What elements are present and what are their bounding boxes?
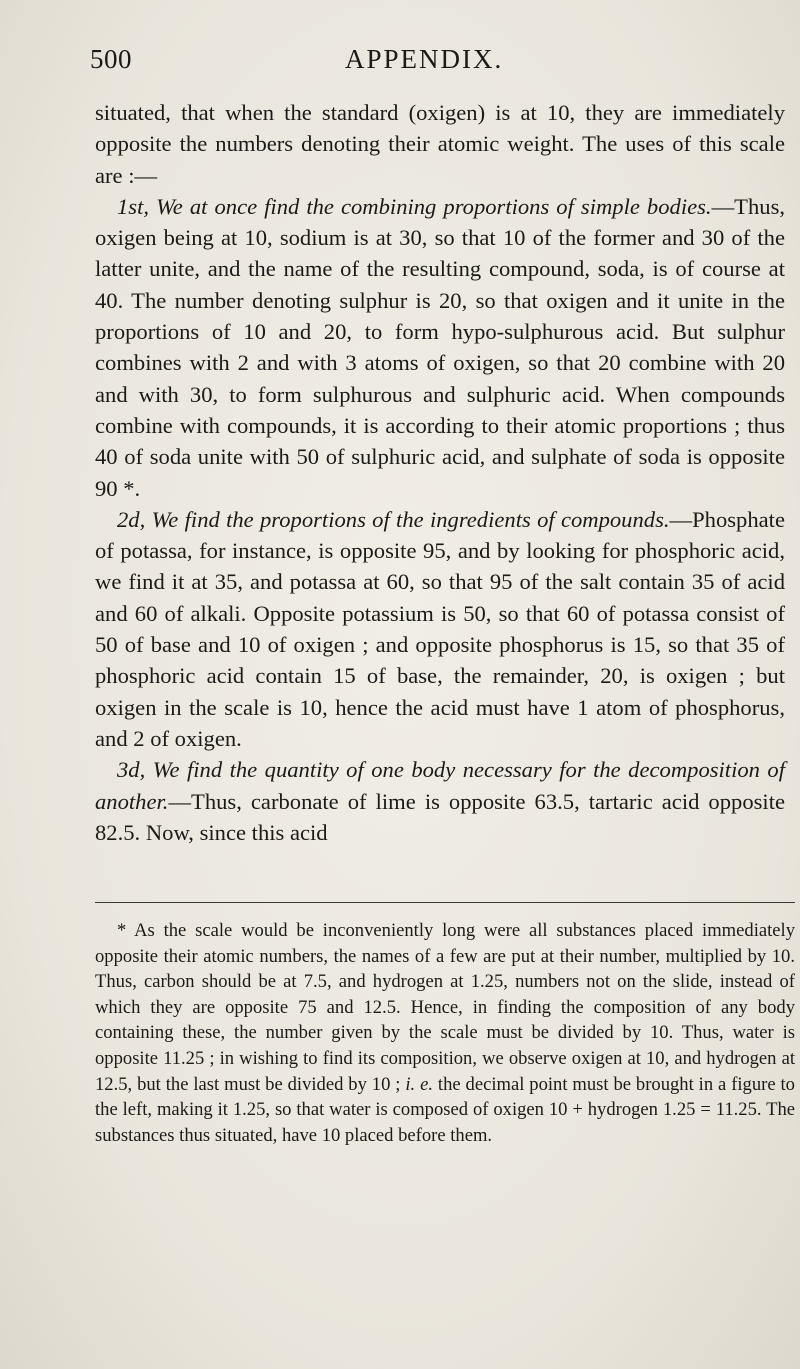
second-use-label: 2d,	[117, 506, 146, 532]
footnote-divider	[95, 902, 795, 903]
footnote-ie: i. e.	[405, 1073, 433, 1095]
paragraph-third-use	[95, 754, 785, 848]
second-use-text: —Phosphate of potassa, for instance, is opposite 95, and by looking for phosphoric acid, we find it at 35, and potassa at 60, so that 95 of the salt contain 35 of acid and 60 of alkali. Opposite potassium is 50, so that 60 of potassa consist of 50 of base and 10 of oxigen ; and opposite phosphorus is 15, so that 35 of phosphoric acid contain 15 of base, the remainder, 20, is oxigen ; but oxigen in the scale is 10, hence the acid must have 1 atom of phosphorus, and 2 of oxigen.	[95, 506, 785, 751]
footnote-text-cont: the decimal point must be brought in a figure to the left, making it 1.25, so that water is composed of oxigen 10 + hydrogen 1.25 = 11.25. The substances thus situated, have 10 placed before them.	[95, 1073, 795, 1146]
first-use-text: —Thus, oxigen being at 10, sodium is at 30, so that 10 of the former and 30 of the latter unite, and the name of the resulting compound, soda, is of course at 40. The number denoting sulphur is 20, so that oxigen and it unite in the proportions of 10 and 20, to form hypo-sulphurous acid. But sulphur combines with 2 and with 3 atoms of oxigen, so that 20 combine with 20 and with 30, to form sulphurous and sulphuric acid. When compounds combine with compounds, it is according to their atomic proportions ; thus 40 of soda unite with 50 of sulphuric acid, and sulphate of soda is opposite 90 *.	[95, 193, 786, 501]
first-use-heading: We at once find the combining proportions of simple bodies.	[156, 193, 712, 219]
running-head: APPENDIX.	[345, 44, 504, 74]
third-use-label: 3d,	[117, 757, 146, 783]
footnote	[95, 918, 795, 1148]
third-use-heading: We find the quantity of one body necessary for the decomposition of another.	[95, 757, 785, 814]
paragraph-first-use	[95, 191, 785, 504]
page-header	[90, 44, 790, 84]
footnote-text: * As the scale would be inconveniently long were all substances placed immediately opposite their atomic numbers, the names of a few are put at their number, multiplied by 10. Thus, carbon should be at 7.5, and hydrogen at 1.25, numbers not on the slide, instead of which they are opposite 75 and 12.5. Hence, in finding the composition of any body containing these, the number given by the scale must be divided by 10. Thus, water is opposite 11.25 ; in wishing to find its composition, we observe oxigen at 10, and hydrogen at 12.5, but the last must be divided by 10 ;	[95, 920, 795, 1095]
main-text	[95, 97, 785, 848]
second-use-heading: We find the proportions of the ingredients of compounds.	[151, 506, 670, 532]
page-number: 500	[90, 44, 132, 74]
paragraph-intro	[95, 97, 785, 191]
first-use-label: 1st,	[117, 193, 150, 219]
footnote-paragraph	[95, 918, 795, 1148]
paragraph-second-use	[95, 504, 785, 754]
third-use-text: —Thus, carbonate of lime is opposite 63.5, tartaric acid opposite 82.5. Now, since this acid	[95, 788, 785, 845]
paragraph-intro-text: situated, that when the standard (oxigen) is at 10, they are immediately opposite the numbers denoting their atomic weight. The uses of this scale are :—	[95, 100, 785, 188]
